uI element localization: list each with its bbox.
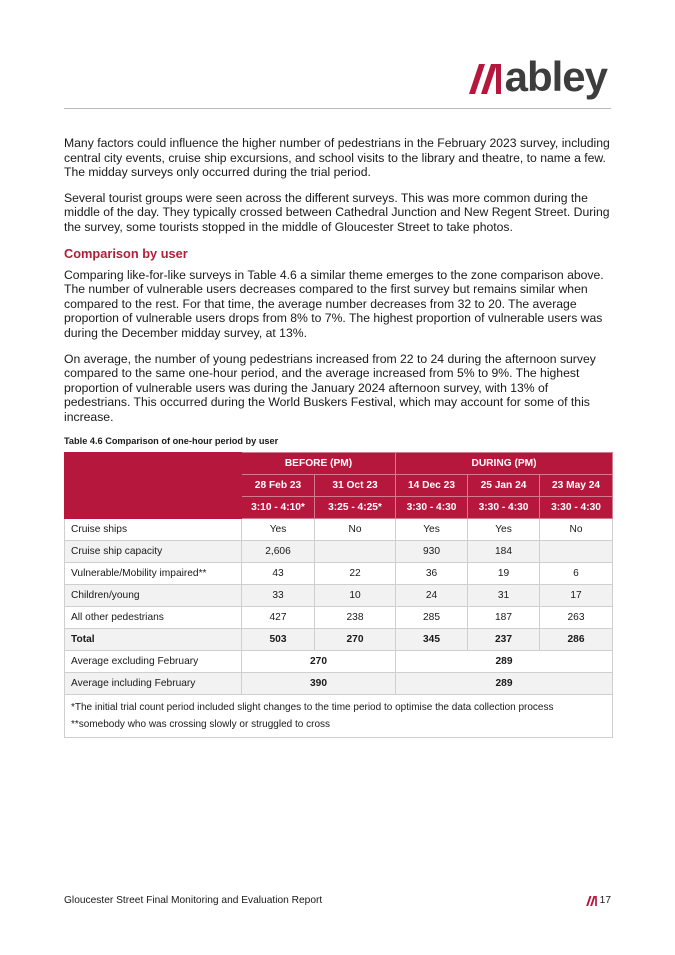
table-cell: 6 <box>540 562 613 584</box>
footnote: *The initial trial count period included slight changes to the time period to optimise the data collection process <box>71 701 554 713</box>
table-cell: 22 <box>315 562 396 584</box>
date-header: 23 May 24 <box>540 474 613 496</box>
table-cell: Yes <box>242 518 315 540</box>
table-header-row <box>65 496 613 518</box>
average-during: 289 <box>396 650 613 672</box>
row-label: Children/young <box>65 584 242 606</box>
row-label: Average excluding February <box>65 650 242 672</box>
table-cell: 238 <box>315 606 396 628</box>
table-cell: 263 <box>540 606 613 628</box>
abley-logo <box>469 53 607 100</box>
group-header-during: DURING (PM) <box>396 452 613 474</box>
section-heading: Comparison by user <box>64 245 188 261</box>
paragraph: On average, the number of young pedestrians increased from 22 to 24 during the afternoon survey compared to the same one-hour period, and the average increased from 5% to 9%. The highest proportion of vulnerable users was during the January 2024 afternoon survey, with 13% of pedestrians. This occurred during the World Buskers Festival, which may account for some of this increase. <box>64 351 596 424</box>
table-notes <box>65 694 613 737</box>
table-cell: 187 <box>468 606 540 628</box>
table-cell: 43 <box>242 562 315 584</box>
table-caption: Table 4.6 Comparison of one-hour period by user <box>64 435 279 446</box>
table-cell: 237 <box>468 628 540 650</box>
paragraph: Many factors could influence the higher number of pedestrians in the February 2023 survey, including central city events, cruise ship excursions, and school visits to the library and theatre, to name a few. The midday surveys only occurred during the trial period. <box>64 136 610 180</box>
table-row <box>65 584 613 606</box>
table-cell <box>315 540 396 562</box>
table-header-row <box>65 474 613 496</box>
row-label: Cruise ships <box>65 518 242 540</box>
page-footer <box>64 895 611 906</box>
date-header: 28 Feb 23 <box>242 474 315 496</box>
table-notes-row <box>65 694 613 737</box>
time-header: 3:30 - 4:30 <box>540 496 613 518</box>
page-number: 17 <box>599 895 611 906</box>
table-cell: Yes <box>468 518 540 540</box>
table-row <box>65 518 613 540</box>
row-label: Average including February <box>65 672 242 694</box>
time-header: 3:10 - 4:10* <box>242 496 315 518</box>
average-during: 289 <box>396 672 613 694</box>
table-cell: 270 <box>315 628 396 650</box>
header-blank <box>65 474 242 496</box>
table-cell: 285 <box>396 606 468 628</box>
date-header: 25 Jan 24 <box>468 474 540 496</box>
table-cell: 31 <box>468 584 540 606</box>
table-total-row <box>65 628 613 650</box>
table-cell: 19 <box>468 562 540 584</box>
abley-mark-icon <box>469 64 501 94</box>
table-cell: 427 <box>242 606 315 628</box>
table-cell: 503 <box>242 628 315 650</box>
header-blank <box>65 496 242 518</box>
abley-mark-icon <box>586 896 597 906</box>
table-cell: 36 <box>396 562 468 584</box>
table-cell: 2,606 <box>242 540 315 562</box>
table-cell: 286 <box>540 628 613 650</box>
table-cell: 345 <box>396 628 468 650</box>
main-content <box>64 136 612 738</box>
date-header: 31 Oct 23 <box>315 474 396 496</box>
average-row <box>65 650 613 672</box>
table-cell: 184 <box>468 540 540 562</box>
average-before: 390 <box>242 672 396 694</box>
logo-text: abley <box>504 53 607 100</box>
group-header-before: BEFORE (PM) <box>242 452 396 474</box>
row-label: All other pedestrians <box>65 606 242 628</box>
table-cell: 24 <box>396 584 468 606</box>
table-header-row <box>65 452 613 474</box>
table-cell: Yes <box>396 518 468 540</box>
paragraph: Several tourist groups were seen across the different surveys. This was more common during the middle of the day. They typically crossed between Cathedral Junction and New Regent Street. During the survey, some tourists stopped in the middle of Gloucester Street to take photos. <box>64 190 610 234</box>
average-before: 270 <box>242 650 396 672</box>
table-cell: No <box>540 518 613 540</box>
table-row <box>65 540 613 562</box>
paragraph: Comparing like-for-like surveys in Table 4.6 a similar theme emerges to the zone comparison above. The number of vulnerable users decreases compared to the first survey but remains similar when compared to the rest. For that time, the average number decreases from 32 to 20. The average proportion of vulnerable users drops from 8% to 7%. The highest proportion of vulnerable users was during the December midday survey, at 13%. <box>64 267 604 340</box>
time-header: 3:30 - 4:30 <box>468 496 540 518</box>
table-cell: 17 <box>540 584 613 606</box>
date-header: 14 Dec 23 <box>396 474 468 496</box>
table-row <box>65 562 613 584</box>
header-blank <box>65 452 242 474</box>
table-cell: 10 <box>315 584 396 606</box>
page-header <box>64 50 611 109</box>
table-cell <box>540 540 613 562</box>
page-number-block <box>586 895 611 906</box>
row-label: Cruise ship capacity <box>65 540 242 562</box>
time-header: 3:25 - 4:25* <box>315 496 396 518</box>
table-row <box>65 606 613 628</box>
table-cell: 930 <box>396 540 468 562</box>
comparison-table <box>64 452 613 738</box>
table-cell: 33 <box>242 584 315 606</box>
footer-title: Gloucester Street Final Monitoring and Evaluation Report <box>64 895 323 906</box>
table-cell: No <box>315 518 396 540</box>
average-row <box>65 672 613 694</box>
footnote: **somebody who was crossing slowly or struggled to cross <box>71 718 330 730</box>
row-label: Vulnerable/Mobility impaired** <box>65 562 242 584</box>
row-label: Total <box>65 628 242 650</box>
time-header: 3:30 - 4:30 <box>396 496 468 518</box>
